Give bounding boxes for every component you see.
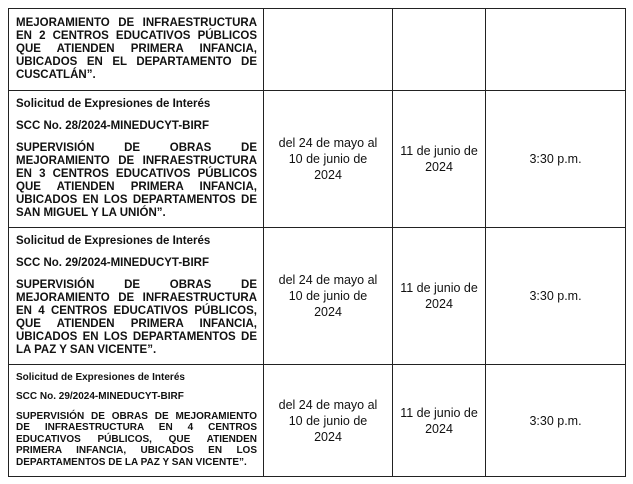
deadline-time: 3:30 p.m. <box>529 152 582 166</box>
procurement-table <box>8 8 626 477</box>
process-title: SUPERVISIÓN DE OBRAS DE MEJORAMIENTO DE INFRAESTRUCTURA EN 4 CENTROS EDUCATIVOS PÚBLICOS, QUE ATIENDEN PRIMERA INFANCIA, UBICADOS EN LOS DEPARTAMENTOS DE LA PAZ Y SAN VICENTE”. <box>16 278 257 356</box>
deadline-time: 3:30 p.m. <box>529 413 582 428</box>
deadline-cell <box>393 228 486 365</box>
process-code: SCC No. 29/2024-MINEDUCYT-BIRF <box>16 256 209 269</box>
time-cell <box>486 228 626 365</box>
table-row <box>9 91 626 228</box>
request-heading: Solicitud de Expresiones de Interés <box>16 97 211 110</box>
process-title: MEJORAMIENTO DE INFRAESTRUCTURA EN 2 CENTROS EDUCATIVOS PÚBLICOS QUE ATIENDEN PRIMERA INFANCIA, UBICADOS EN EL DEPARTAMENTO DE CUSCATLÁN”. <box>16 16 257 81</box>
process-title: SUPERVISIÓN DE OBRAS DE MEJORAMIENTO DE INFRAESTRUCTURA EN 4 CENTROS EDUCATIVOS PÚBLICOS, QUE ATIENDEN PRIMERA INFANCIA, UBICADOS EN LOS DEPARTAMENTOS DE LA PAZ Y SAN VICENTE”. <box>16 410 257 468</box>
deadline-cell <box>393 365 486 477</box>
dates-cell <box>264 91 393 228</box>
dates-cell <box>264 365 393 477</box>
description-cell <box>9 228 264 365</box>
table-row <box>9 228 626 365</box>
description-cell <box>9 365 264 477</box>
time-cell <box>486 365 626 477</box>
description-cell <box>9 9 264 91</box>
table-row <box>9 365 626 477</box>
time-cell <box>486 91 626 228</box>
time-cell <box>486 9 626 91</box>
process-code: SCC No. 28/2024-MINEDUCYT-BIRF <box>16 119 209 132</box>
deadline-cell <box>393 9 486 91</box>
request-heading: Solicitud de Expresiones de Interés <box>16 234 211 247</box>
deadline-date: 11 de junio de 2024 <box>400 144 478 174</box>
deadline-time: 3:30 p.m. <box>529 289 582 303</box>
request-heading: Solicitud de Expresiones de Interés <box>16 371 185 383</box>
dates-cell <box>264 9 393 91</box>
date-range: del 24 de mayo al 10 de junio de 2024 <box>278 273 378 319</box>
deadline-cell <box>393 91 486 228</box>
process-title: SUPERVISIÓN DE OBRAS DE MEJORAMIENTO DE INFRAESTRUCTURA EN 3 CENTROS EDUCATIVOS PÚBLICOS QUE ATIENDEN PRIMERA INFANCIA, UBICADOS EN LOS DEPARTAMENTOS DE SAN MIGUEL Y LA UNIÓN”. <box>16 141 257 219</box>
table-row <box>9 9 626 91</box>
process-code: SCC No. 29/2024-MINEDUCYT-BIRF <box>16 390 184 402</box>
date-range: del 24 de mayo al 10 de junio de 2024 <box>278 397 378 444</box>
deadline-date: 11 de junio de 2024 <box>400 281 478 311</box>
date-range: del 24 de mayo al 10 de junio de 2024 <box>278 136 378 182</box>
dates-cell <box>264 228 393 365</box>
description-cell <box>9 91 264 228</box>
deadline-date: 11 de junio de 2024 <box>400 405 478 436</box>
